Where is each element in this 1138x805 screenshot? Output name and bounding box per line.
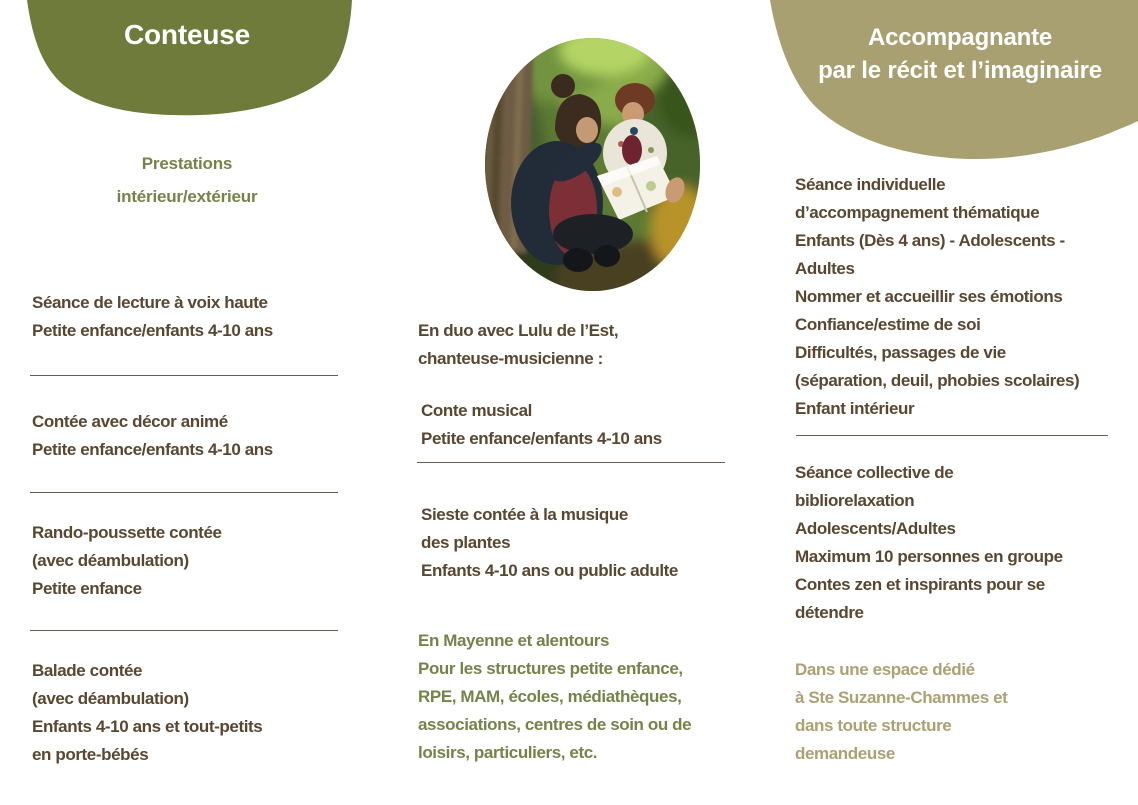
text-line: Accompagnante (867, 24, 1053, 51)
text-line: à Ste Suzanne-Chammes et (795, 688, 1008, 707)
right-panel-title (782, 21, 1138, 87)
text-line: En Mayenne et alentours (418, 631, 610, 650)
left-panel-subtitle (17, 147, 357, 213)
text-line: détendre (795, 603, 864, 622)
divider (30, 375, 338, 376)
center-intro-block (418, 317, 618, 373)
text-line: Petite enfance (32, 579, 142, 598)
text-line: (séparation, deuil, phobies scolaires) (795, 371, 1080, 390)
text-line: Séance collective de (795, 463, 954, 482)
text-line: Maximum 10 personnes en groupe (795, 547, 1063, 566)
text-line: RPE, MAM, écoles, médiathèques, (418, 687, 682, 706)
text-line: Séance de lecture à voix haute (32, 293, 268, 312)
text-line: Petite enfance/enfants 4-10 ans (32, 321, 273, 340)
left-service-block-3 (32, 519, 222, 603)
text-line: Contes zen et inspirants pour se (795, 575, 1045, 594)
text-line: Balade contée (32, 661, 143, 680)
right-location-block (795, 656, 1007, 768)
text-line: Enfants 4-10 ans ou public adulte (421, 561, 678, 580)
divider (30, 630, 338, 631)
text-line: demandeuse (795, 744, 895, 763)
center-area-block (418, 627, 691, 767)
left-service-block-2 (32, 408, 273, 464)
text-line: en porte-bébés (32, 745, 149, 764)
right-service-block-2 (795, 459, 1063, 627)
left-service-block-1 (32, 289, 273, 345)
text-line: Prestations (141, 154, 233, 173)
left-service-block-4 (32, 657, 262, 769)
text-line: Rando-poussette contée (32, 523, 222, 542)
right-service-block-1 (795, 171, 1079, 423)
text-line: bibliorelaxation (795, 491, 915, 510)
text-line: chanteuse-musicienne : (418, 349, 603, 368)
text-line: Nommer et accueillir ses émotions (795, 287, 1063, 306)
left-panel-title: Conteuse (124, 19, 250, 50)
text-line: loisirs, particuliers, etc. (418, 743, 598, 762)
text-line: En duo avec Lulu de l’Est, (418, 321, 619, 340)
text-line: des plantes (421, 533, 511, 552)
text-line: Enfant intérieur (795, 399, 915, 418)
text-line: d’accompagnement thématique (795, 203, 1040, 222)
text-line: Pour les structures petite enfance, (418, 659, 683, 678)
divider (30, 492, 338, 493)
text-line: intérieur/extérieur (116, 187, 258, 206)
text-line: Petite enfance/enfants 4-10 ans (421, 429, 662, 448)
text-line: Dans une espace dédié (795, 660, 975, 679)
divider (796, 435, 1108, 436)
text-line: par le récit et l’imaginaire (818, 57, 1102, 84)
text-line: Confiance/estime de soi (795, 315, 981, 334)
text-line: associations, centres de soin ou de (418, 715, 692, 734)
text-line: Séance individuelle (795, 175, 946, 194)
text-line: (avec déambulation) (32, 551, 189, 570)
text-line: Adolescents/Adultes (795, 519, 956, 538)
text-line: Enfants 4-10 ans et tout-petits (32, 717, 263, 736)
text-line: Adultes (795, 259, 855, 278)
text-line: Sieste contée à la musique (421, 505, 628, 524)
center-service-block-2 (421, 501, 678, 585)
text-line: dans toute structure (795, 716, 952, 735)
text-line: Petite enfance/enfants 4-10 ans (32, 440, 273, 459)
text-line: Difficultés, passages de vie (795, 343, 1006, 362)
two-women-reading-book-in-forest-photo (485, 38, 700, 291)
divider (417, 462, 725, 463)
text-line: Conte musical (421, 401, 532, 420)
center-service-block-1 (421, 397, 662, 453)
text-line: (avec déambulation) (32, 689, 189, 708)
text-line: Contée avec décor animé (32, 412, 228, 431)
text-line: Enfants (Dès 4 ans) - Adolescents - (795, 231, 1065, 250)
